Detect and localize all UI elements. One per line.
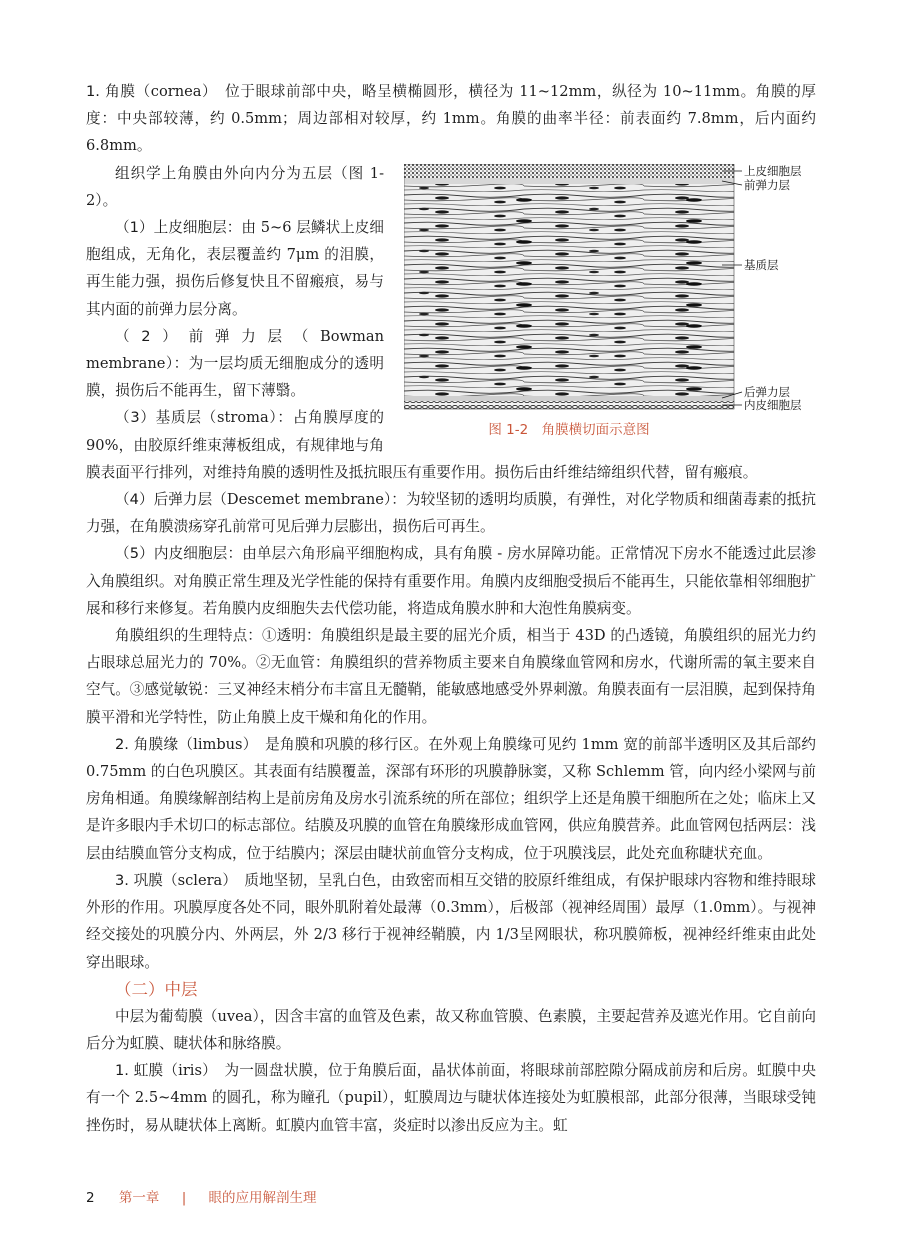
stroma-cells-overlay xyxy=(404,184,734,396)
cornea-intro: （cornea） 位于眼球前部中央，略呈横椭圆形，横径为 11~12mm，纵径为 10~11mm。角膜的厚度：中央部较薄，约 0.5mm；周边部相对较厚，约 1mm。角膜的曲率半径：前表面约 7.8mm，后内面约 6.8mm。 xyxy=(86,83,816,155)
layer4-heading: （4）后弹力层 xyxy=(115,491,213,509)
sclera-heading: 3. 巩膜 xyxy=(115,871,163,889)
layer4-paragraph xyxy=(86,486,816,540)
cornea-heading: 1. 角膜 xyxy=(86,83,136,100)
figure-1-2 xyxy=(404,164,816,442)
layer3-heading: （3）基质层 xyxy=(115,409,202,427)
epithelium-layer-band xyxy=(404,164,734,178)
iris-paragraph xyxy=(86,1057,816,1139)
layer3-text: （stroma）：占角膜厚度的 90%，由胶原纤维束薄板组成，有规律地与角膜表面平行排列，对维持角膜的透明性及抵抗眼压有重要作用。损伤后由纤维结缔组织代替，留有瘢痕。 xyxy=(86,409,758,481)
layer1-text: ：由 5~6 层鳞状上皮细胞组成，无角化，表层覆盖约 7μm 的泪膜，再生能力强，损伤后修复快且不留瘢痕，易与其内面的前弹力层分离。 xyxy=(86,219,384,318)
footer-chapter-title: 眼的应用解剖生理 xyxy=(208,1190,317,1206)
footer-chapter: 第一章 xyxy=(118,1190,160,1206)
figure-caption: 图 1-2 角膜横切面示意图 xyxy=(488,421,650,438)
uvea-paragraph xyxy=(86,1003,816,1057)
layer5-paragraph xyxy=(86,540,816,622)
cornea-cross-section-diagram xyxy=(404,164,816,416)
descemet-layer-band xyxy=(404,396,734,401)
page-footer xyxy=(86,1186,317,1206)
layer2-heading: （2）前弹力层 xyxy=(115,327,294,345)
page-number: 2 xyxy=(86,1190,95,1206)
label-epithelium: 上皮细胞层 xyxy=(744,163,802,178)
limbus-heading: 2. 角膜缘 xyxy=(115,735,179,753)
layer5-heading: （5）内皮细胞层 xyxy=(115,545,228,563)
sclera-paragraph xyxy=(86,867,816,976)
uvea-text: （uvea），因含丰富的血管及色素，故又称血管膜、色素膜，主要起营养及遮光作用。它自前向后分为虹膜、睫状体和脉络膜。 xyxy=(86,1007,816,1052)
bowman-layer-band xyxy=(404,178,734,184)
uvea-term: 葡萄膜 xyxy=(158,1007,203,1025)
iris-heading: 1. 虹膜 xyxy=(115,1062,164,1080)
page-body xyxy=(86,78,816,1139)
endothelium-layer-band xyxy=(404,401,734,409)
label-descemet: 后弹力层 xyxy=(744,384,790,399)
limbus-paragraph xyxy=(86,731,816,867)
layer5-text: ：由单层六角形扁平细胞构成，具有角膜 - 房水屏障功能。正常情况下房水不能透过此层渗入角膜组织。对角膜正常生理及光学性能的保持有重要作用。角膜内皮细胞受损后不能再生，只能依靠相邻细胞扩展和移行来修复。若角膜内皮细胞失去代偿功能，将造成角膜水肿和大泡性角膜病变。 xyxy=(86,545,816,617)
layer1-heading: （1）上皮细胞层 xyxy=(115,219,227,237)
sclera-text: （sclera） 质地坚韧，呈乳白色，由致密而相互交错的胶原纤维组成，有保护眼球内容物和维持眼球外形的作用。巩膜厚度各处不同，眼外肌附着处最薄（0.3mm），后极部（视神经周围）最厚（1.0mm）。与视神经交接处的巩膜分内、外两层，外 2/3 移行于视神经鞘膜，内 1/3呈网眼状，称巩膜筛板，视神经纤维束由此处穿出眼球。 xyxy=(86,871,816,971)
label-stroma: 基质层 xyxy=(744,257,779,272)
label-endothelium: 内皮细胞层 xyxy=(744,397,802,412)
limbus-text: （limbus） 是角膜和巩膜的移行区。在外观上角膜缘可见约 1mm 宽的前部半透明区及其后部约 0.75mm 的白色巩膜区。其表面有结膜覆盖，深部有环形的巩膜静脉窦，又称 Schlemm 管，向内经小梁网与前房角相通。角膜缘解剖结构上是前房角及房水引流系统的所在部位；组织学上还是角膜干细胞所在之处；临床上又是许多眼内手术切口的标志部位。结膜及巩膜的血管在角膜缘形成血管网，供应角膜营养。此血管网包括两层：浅层由结膜血管分支构成，位于结膜内；深层由睫状前血管分支构成，位于巩膜浅层，此处充血称睫状充血。 xyxy=(86,735,816,862)
cornea-paragraph xyxy=(86,78,816,160)
iris-text: （iris） 为一圆盘状膜，位于角膜后面，晶状体前面，将眼球前部腔隙分隔成前房和后房。虹膜中央有一个 2.5~4mm 的圆孔，称为瞳孔（pupil），虹膜周边与睫状体连接处为虹膜根部，此部分很薄，当眼球受钝挫伤时，易从睫状体上离断。虹膜内血管丰富，炎症时以渗出反应为主。虹 xyxy=(86,1062,816,1134)
middle-layer-section-title: （二）中层 xyxy=(115,979,198,999)
footer-separator: | xyxy=(181,1190,187,1206)
layers-intro: 组织学上角膜由外向内分为五层（图 1-2）。 xyxy=(86,164,384,209)
uvea-pre: 中层为 xyxy=(115,1007,159,1025)
layer2-text: （Bowman membrane）：为一层均质无细胞成分的透明膜，损伤后不能再生，留下薄翳。 xyxy=(86,327,384,400)
layer4-text: （Descemet membrane）：为较坚韧的透明均质膜，有弹性，对化学物质和细菌毒素的抵抗力强，在角膜溃疡穿孔前常可见后弹力层膨出，损伤后可再生。 xyxy=(86,491,816,536)
label-bowman: 前弹力层 xyxy=(744,177,790,192)
cornea-layers-block xyxy=(86,160,816,486)
cornea-physiology-paragraph: 角膜组织的生理特点：①透明：角膜组织是最主要的屈光介质，相当于 43D 的凸透镜，角膜组织的屈光力约占眼球总屈光力的 70%。②无血管：角膜组织的营养物质主要来自角膜缘血管网和房水，代谢所需的氧主要来自空气。③感觉敏锐：三叉神经末梢分布丰富且无髓鞘，能敏感地感受外界刺激。角膜表面有一层泪膜，起到保持角膜平滑和光学特性，防止角膜上皮干燥和角化的作用。 xyxy=(86,627,816,726)
